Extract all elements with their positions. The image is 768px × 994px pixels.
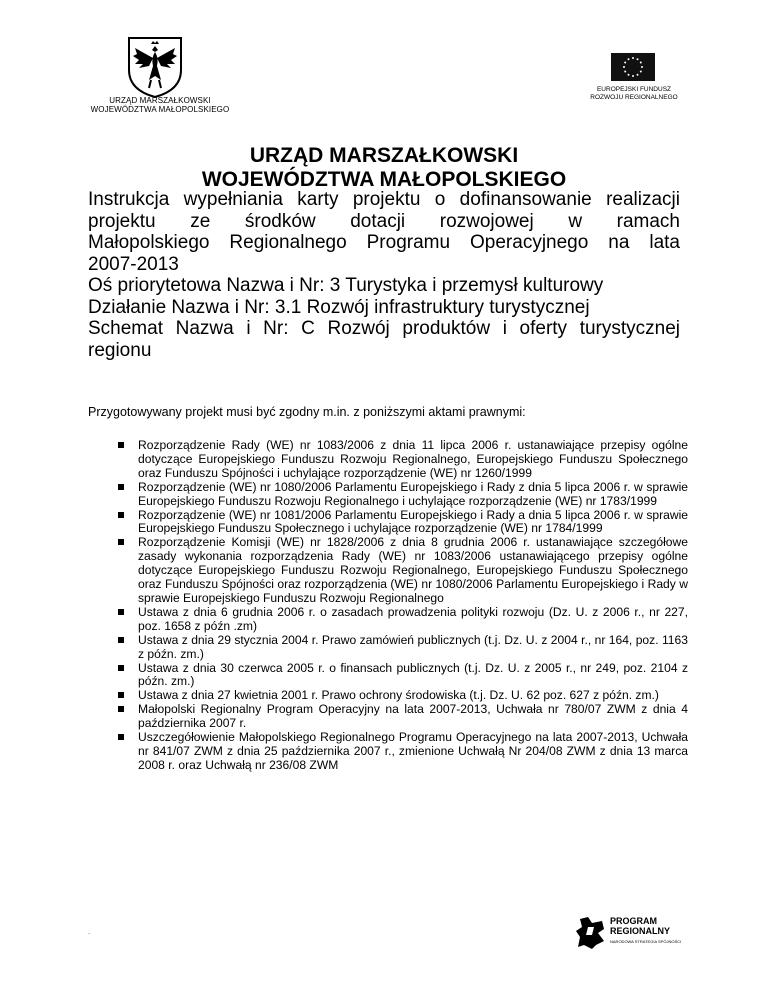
document-subtitle bbox=[88, 189, 680, 361]
bullet-icon bbox=[118, 539, 124, 545]
list-item bbox=[88, 662, 688, 690]
list-item-text: Rozporządzenie Komisji (WE) nr 1828/2006 z dnia 8 grudnia 2006 r. ustanawiające szczegółowe zasady wykonania rozporządzenia Rady (WE) nr 1083/2006 ustanawiającego przepisy ogólne dotyczące Europejskiego Funduszu Rozwoju Regionalnego, Europejskiego Funduszu Społecznego oraz Funduszu Spójności oraz rozporządzenia (WE) nr 1080/2006 Parlamentu Europejskiego i Rady w sprawie Europejskiego Funduszu Rozwoju Regionalnego bbox=[138, 535, 688, 605]
bullet-icon bbox=[118, 484, 124, 490]
intro-paragraph: Przygotowywany projekt musi być zgodny m.in. z poniższymi aktami prawnymi: bbox=[88, 405, 526, 419]
priority-axis: Oś priorytetowa Nazwa i Nr: 3 Turystyka i przemysł kulturowy bbox=[88, 275, 604, 296]
program-logo-text bbox=[610, 917, 670, 936]
eu-label-line2: ROZWOJU REGIONALNEGO bbox=[590, 93, 678, 101]
page-mark: . bbox=[88, 927, 91, 936]
bullet-icon bbox=[118, 734, 124, 740]
crest-label-line1: URZĄD MARSZAŁKOWSKI bbox=[109, 96, 211, 105]
scheme: Schemat Nazwa i Nr: C Rozwój produktów i oferty turystycznej bbox=[88, 318, 680, 339]
list-item bbox=[88, 634, 688, 662]
list-item-text: Małopolski Regionalny Program Operacyjny na lata 2007-2013, Uchwała nr 780/07 ZWM z dnia 4 października 2007 r. bbox=[138, 702, 688, 731]
list-item bbox=[88, 689, 688, 703]
list-item-text: Ustawa z dnia 29 stycznia 2004 r. Prawo zamówień publicznych (t.j. Dz. U. z 2004 r., nr 164, poz. 1163 z późn. zm.) bbox=[138, 632, 688, 661]
subtitle-line: Instrukcja wypełniania karty projektu o dofinansowanie realizacji bbox=[88, 189, 680, 210]
bullet-icon bbox=[118, 706, 124, 712]
eagle-crest-icon bbox=[127, 36, 183, 98]
list-item-text: Rozporządzenie (WE) nr 1081/2006 Parlamentu Europejskiego i Rady a dnia 5 lipca 2006 r. w sprawie Europejskiego Funduszu Społecznego i uchylające rozporządzenie (WE) nr 1784/1999 bbox=[138, 507, 688, 536]
legal-acts-list bbox=[88, 439, 688, 773]
list-item-text: Ustawa z dnia 27 kwietnia 2001 r. Prawo ochrony środowiska (t.j. Dz. U. 62 poz. 627 z późn. zm.) bbox=[138, 688, 659, 703]
program-logo-line1: PROGRAM bbox=[610, 916, 657, 926]
list-item-text: Uszczegółowienie Małopolskiego Regionalnego Programu Operacyjnego na lata 2007-2013, Uchwała nr 841/07 ZWM z dnia 25 października 2007 r., zmienione Uchwałą Nr 204/08 ZWM z dnia 13 marca 2008 r. oraz Uchwałą nr 236/08 ZWM bbox=[138, 730, 688, 772]
title-line1: URZĄD MARSZAŁKOWSKI bbox=[249, 144, 519, 167]
list-item-text: Rozporządzenie Rady (WE) nr 1083/2006 z dnia 11 lipca 2006 r. ustanawiające przepisy ogólne dotyczące Europejskiego Funduszu Rozwoju Regionalnego, Europejskiego Funduszu Społecznego oraz Funduszu Spójności i uchylające rozporządzenie (WE) nr 1260/1999 bbox=[138, 438, 688, 480]
list-item bbox=[88, 481, 688, 509]
program-logo-subtext: NARODOWA STRATEGIA SPÓJNOŚCI bbox=[610, 939, 682, 944]
bullet-icon bbox=[118, 512, 124, 518]
list-item-text: Ustawa z dnia 30 czerwca 2005 r. o finansach publicznych (t.j. Dz. U. z 2005 r., nr 249, poz. 2104 z późn. zm.) bbox=[138, 660, 688, 689]
program-logo-line2: REGIONALNY bbox=[610, 925, 671, 936]
list-item bbox=[88, 439, 688, 481]
subtitle-line: regionu bbox=[88, 339, 152, 361]
bullet-icon bbox=[118, 442, 124, 448]
eu-label bbox=[586, 86, 682, 101]
bullet-icon bbox=[118, 637, 124, 643]
title-line2: WOJEWÓDZTWA MAŁOPOLSKIEGO bbox=[201, 168, 567, 191]
eu-label-line1: EUROPEJSKI FUNDUSZ bbox=[596, 86, 672, 93]
crest-label bbox=[90, 96, 230, 114]
bullet-icon bbox=[118, 665, 124, 671]
bullet-icon bbox=[118, 609, 124, 615]
list-item bbox=[88, 509, 688, 537]
measure: Działanie Nazwa i Nr: 3.1 Rozwój infrastruktury turystycznej bbox=[88, 296, 590, 318]
bullet-icon bbox=[118, 692, 124, 698]
subtitle-line: Małopolskiego Regionalnego Programu Operacyjnego na lata bbox=[88, 232, 680, 253]
list-item bbox=[88, 731, 688, 773]
program-regionalny-logo-icon bbox=[574, 915, 684, 955]
list-item bbox=[88, 703, 688, 731]
list-item bbox=[88, 606, 688, 634]
list-item bbox=[88, 536, 688, 606]
page-title bbox=[40, 144, 728, 192]
list-item-text: Ustawa z dnia 6 grudnia 2006 r. o zasadach prowadzenia polityki rozwoju (Dz. U. z 2006 r., nr 227, poz. 1658 z późn .zm) bbox=[138, 604, 688, 633]
program-logo-mark bbox=[574, 915, 608, 951]
eu-flag-icon bbox=[611, 53, 655, 81]
list-item-text: Rozporządzenie (WE) nr 1080/2006 Parlamentu Europejskiego i Rady z dnia 5 lipca 2006 r. w sprawie Europejskiego Funduszu Rozwoju Regionalnego i uchylające rozporządzenie (WE) nr 1783/1999 bbox=[138, 479, 688, 508]
subtitle-line: 2007-2013 bbox=[88, 253, 179, 275]
subtitle-line: projektu ze środków dotacji rozwojowej w ramach bbox=[88, 210, 680, 232]
crest-label-line2: WOJEWÓDZTWA MAŁOPOLSKIEGO bbox=[90, 105, 230, 114]
